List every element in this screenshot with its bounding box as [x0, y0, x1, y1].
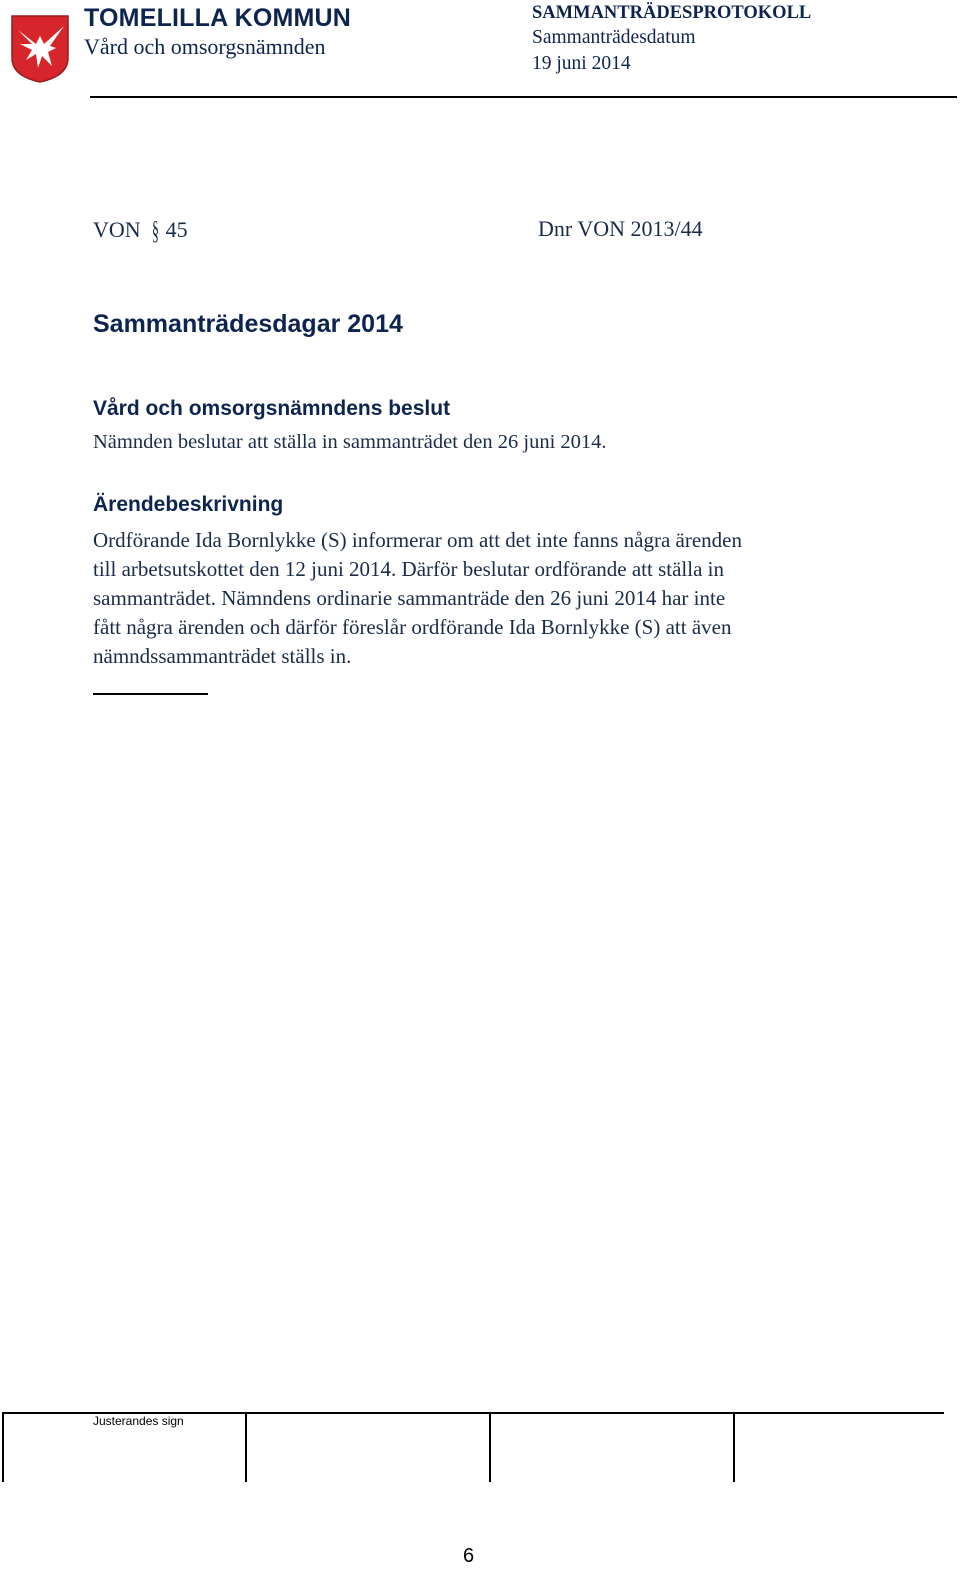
- paragraph-prefix: VON: [93, 217, 141, 242]
- protocol-title: SAMMANTRÄDESPROTOKOLL: [532, 3, 812, 23]
- case-number: Dnr VON 2013/44: [538, 216, 703, 241]
- page-number: 6: [463, 1545, 475, 1567]
- committee-name: Vård och omsorgsnämnden: [84, 34, 326, 59]
- section-symbol: §: [151, 216, 159, 245]
- section-title: Sammanträdesdagar 2014: [93, 310, 403, 338]
- coat-of-arms-icon: [10, 14, 70, 84]
- signature-cell-divider: [245, 1412, 247, 1482]
- signature-cell-divider: [733, 1412, 735, 1482]
- description-line: Ordförande Ida Bornlykke (S) informerar om att det inte fanns några ärenden: [93, 528, 743, 552]
- signature-cell-divider: [489, 1412, 491, 1482]
- end-of-section-rule: [93, 693, 208, 695]
- signature-cell-divider: [2, 1412, 4, 1482]
- description-heading: Ärendebeskrivning: [93, 493, 284, 516]
- meeting-date-label: Sammanträdesdatum: [532, 27, 696, 48]
- description-line: sammanträdet. Nämndens ordinarie sammanträde den 26 juni 2014 har inte: [93, 586, 726, 610]
- signature-label: Justerandes sign: [93, 1414, 184, 1428]
- header-divider: [90, 96, 957, 98]
- decision-heading: Vård och omsorgsnämndens beslut: [93, 397, 451, 420]
- description-line: nämndssammanträdet ställs in.: [93, 644, 352, 668]
- description-line: fått några ärenden och därför föreslår ordförande Ida Bornlykke (S) att även: [93, 615, 732, 639]
- paragraph-number: 45: [165, 217, 188, 242]
- meeting-date-value: 19 juni 2014: [532, 53, 631, 74]
- description-text: [93, 526, 883, 671]
- organization-name: TOMELILLA KOMMUN: [84, 4, 352, 32]
- paragraph-reference: [93, 216, 188, 243]
- description-line: till arbetsutskottet den 12 juni 2014. Därför beslutar ordförande att ställa in: [93, 557, 725, 581]
- decision-text: Nämnden beslutar att ställa in sammanträdet den 26 juni 2014.: [93, 431, 607, 453]
